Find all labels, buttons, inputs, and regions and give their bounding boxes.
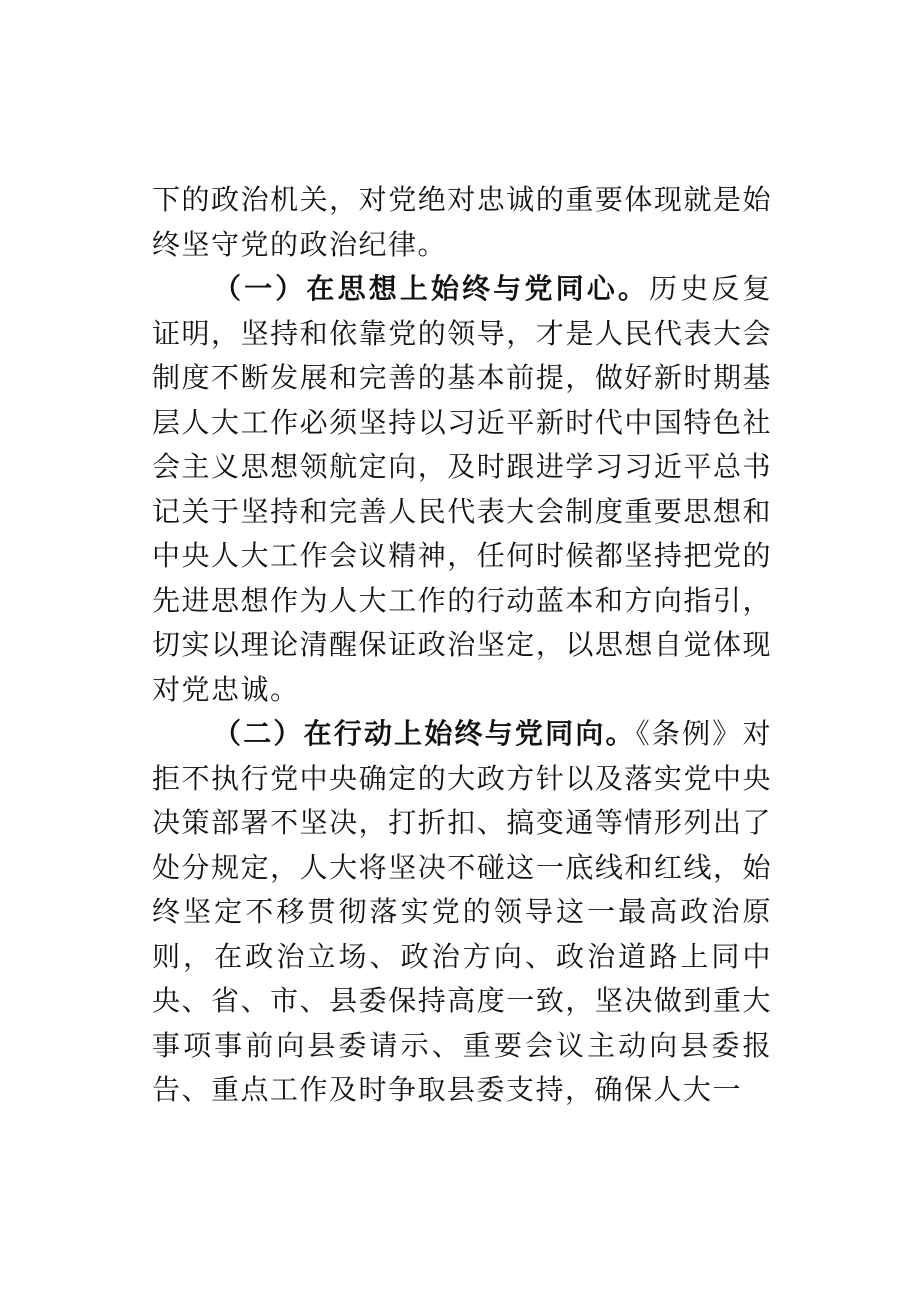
section-heading-two: （二）在行动上始终与党同向。 — [213, 717, 636, 750]
paragraph-text: 《条例》对拒不执行党中央确定的大政方针以及落实党中央决策部署不坚决，打折扣、搞变通等情形列出了处分规定，人大将坚决不碰这一底线和红线，始终坚定不移贯彻落实党的领导这一最高政治原则，在政治立场、政治方向、政治道路上同中央、省、市、县委保持高度一致，坚决做到重大事项事前向县委请示、重要会议主动向县委报告、重点工作及时争取县委支持，确保人大一 — [152, 717, 772, 1106]
paragraph-section-one — [152, 267, 772, 712]
section-heading-one: （一）在思想上始终与党同心。 — [213, 272, 650, 305]
paragraph-continuation — [152, 178, 772, 267]
paragraph-text: 历史反复证明，坚持和依靠党的领导，才是人民代表大会制度不断发展和完善的基本前提，做好新时期基层人大工作必须坚持以习近平新时代中国特色社会主义思想领航定向，及时跟进学习习近平总书记关于坚持和完善人民代表大会制度重要思想和中央人大工作会议精神，任何时候都坚持把党的先进思想作为人大工作的行动蓝本和方向指引，切实以理论清醒保证政治坚定，以思想自觉体现对党忠诚。 — [152, 272, 772, 706]
document-body — [152, 178, 772, 1113]
paragraph-section-two — [152, 712, 772, 1113]
paragraph-text: 下的政治机关，对党绝对忠诚的重要体现就是始终坚守党的政治纪律。 — [152, 183, 772, 261]
